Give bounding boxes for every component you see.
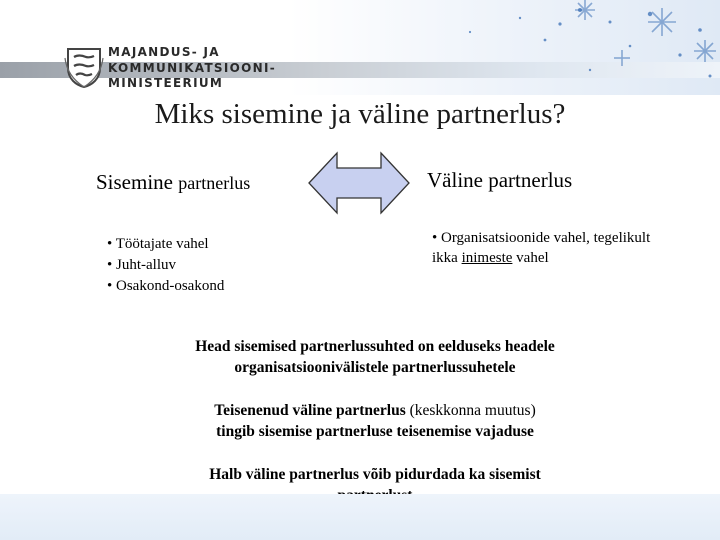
ministry-name xyxy=(108,45,276,92)
note1-line-2: organisatsioonivälistele partnerlussuhetele xyxy=(234,359,516,376)
ministry-name-line-3: MINISTEERIUM xyxy=(108,76,224,90)
footer-band xyxy=(0,494,720,540)
note-good-internal-partnerships xyxy=(0,336,720,378)
note2-bold-text: Teisenenud väline partnerlus xyxy=(214,402,406,419)
note2-regular-text: (keskkonna muutus) xyxy=(405,402,536,419)
external-text-end: vahel xyxy=(512,250,549,266)
slide-title: Miks sisemine ja väline partnerlus? xyxy=(154,98,566,130)
ministry-name-line-2: KOMMUNIKATSIOONI- xyxy=(108,60,277,75)
note3-line-1: Halb väline partnerlus võib pidurdada ka sisemist xyxy=(209,466,541,483)
external-partnership-text xyxy=(432,228,652,268)
list-item: • Juht-alluv xyxy=(107,257,176,273)
external-partnership-heading: Väline partnerlus xyxy=(427,168,573,192)
ministry-name-line-1: MAJANDUS- JA xyxy=(108,45,220,59)
internal-heading-main: Sisemine xyxy=(96,170,173,194)
note2-line-2: tingib sisemise partnerluse teisenemise vajaduse xyxy=(216,423,534,440)
header-banner xyxy=(0,0,720,95)
external-text-emphasis: inimeste xyxy=(461,250,513,266)
note-changed-external-partnership xyxy=(0,400,720,442)
external-text-start: • Organisatsioonide vahel, tegelikult ikka xyxy=(432,230,651,266)
estonian-coat-of-arms-icon xyxy=(64,46,104,88)
list-item: • Osakond-osakond xyxy=(107,278,225,294)
list-item: • Töötajate vahel xyxy=(107,236,209,252)
internal-partnership-list xyxy=(107,234,224,297)
internal-partnership-heading xyxy=(96,170,250,195)
internal-heading-small: partnerlus xyxy=(178,173,251,193)
double-headed-arrow-icon xyxy=(307,150,411,216)
note2-line-1 xyxy=(0,400,720,421)
note1-line-1: Head sisemised partnerlussuhted on eelduseks headele xyxy=(195,338,555,355)
